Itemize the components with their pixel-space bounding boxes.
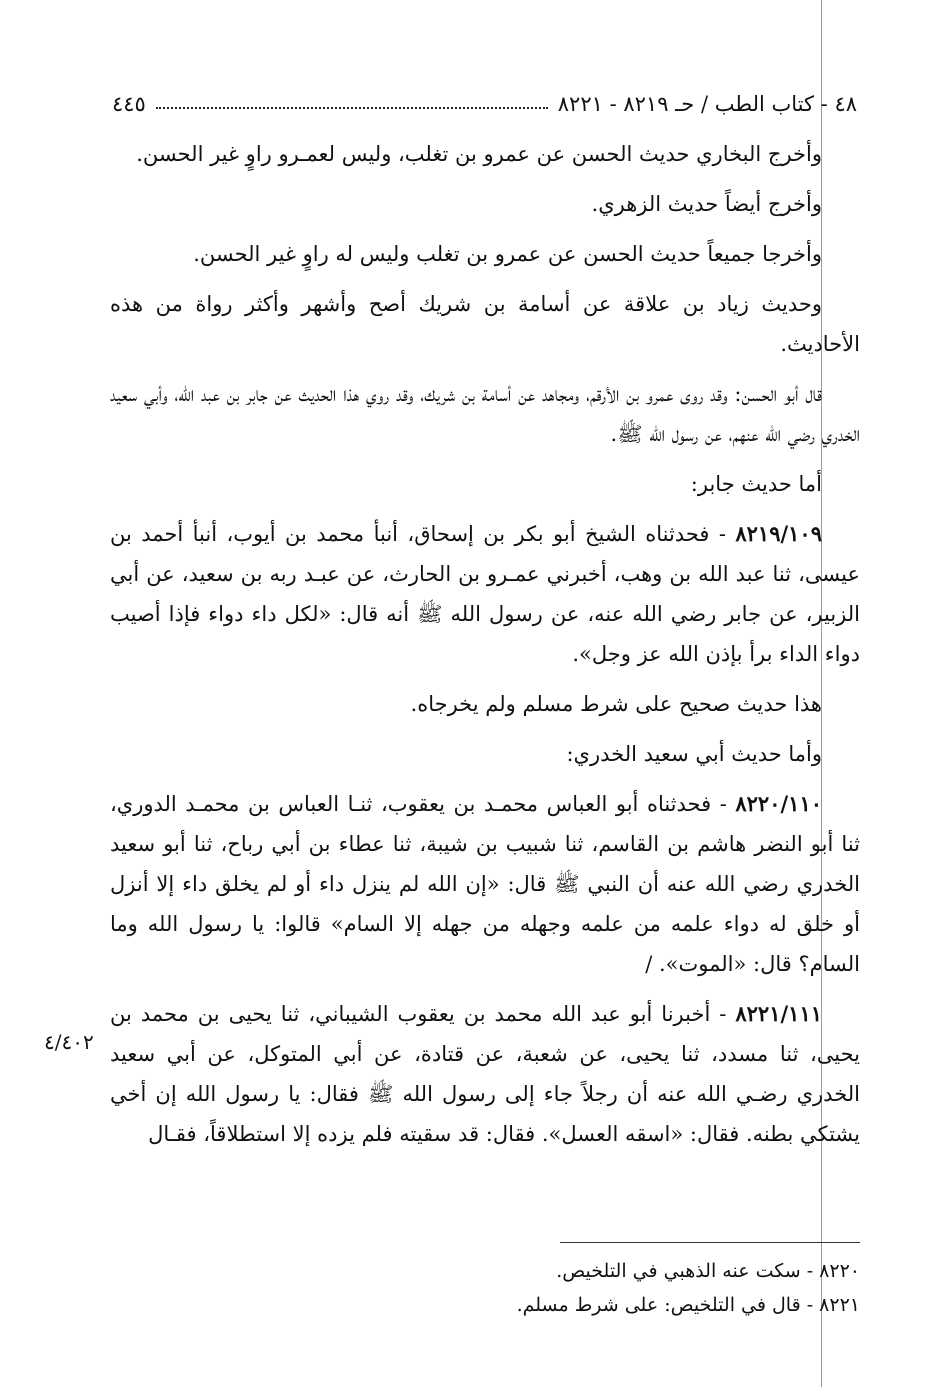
paragraph: هذا حديث صحيح على شرط مسلم ولم يخرجاه. bbox=[410, 692, 822, 716]
footnote: ٨٢٢١ - قال في التلخيص: على شرط مسلم. bbox=[516, 1294, 860, 1316]
paragraph: أما حديث جابر: bbox=[690, 472, 822, 496]
hadith-text: - فحدثناه الشيخ أبو بكر بن إسحاق، أنبأ محمد بن أيوب، أنبأ أحمد بن عيسى، ثنا عبد الله بن وهب، أخبرني عمـرو بن الحارث، عن عبـد ربه بن سعيد، عن أبي الزبير، عن جابر رضي الله عنه، عن رسول الله ﷺ أنه قال: «لكل داء دواء فإذا أصيب دواء الداء برأ بإذن الله عز وجل». bbox=[110, 522, 860, 666]
paragraph: وأما حديث أبي سعيد الخدري: bbox=[566, 742, 822, 766]
running-title: ٤٨ - كتاب الطب / حـ ٨٢١٩ - ٨٢٢١ bbox=[557, 92, 857, 116]
footnote-separator bbox=[560, 1242, 860, 1243]
paragraph: وأخرج البخاري حديث الحسن عن عمرو بن تغلب، وليس لعمـرو راوٍ غير الحسن. bbox=[136, 142, 822, 166]
page-header bbox=[112, 82, 857, 116]
hadith-number: ٨٢٢٠/١١٠ bbox=[735, 791, 822, 816]
hadith-8219 bbox=[110, 514, 860, 674]
hadith-number: ٨٢١٩/١٠٩ bbox=[735, 521, 822, 546]
paragraph: وأخرج أيضاً حديث الزهري. bbox=[591, 192, 822, 216]
header-dotted-leader bbox=[156, 107, 548, 109]
paragraph: وأخرجا جميعاً حديث الحسن عن عمرو بن تغلب وليس له راوٍ غير الحسن. bbox=[193, 242, 822, 266]
hadith-text: - فحدثناه أبو العباس محمـد بن يعقوب، ثنـا العباس بن محمـد الدوري، ثنا أبو النضر هاشم بن القاسم، ثنا شبيب بن شيبة، ثنا عطاء بن أبي رباح، ثنا أبو سعيد الخدري رضي الله عنه أن النبي ﷺ قال: «إن الله لم ينزل داء أو لم يخلق داء إلا أنزل أو خلق له دواء علمه من علمه وجهله من جهله إلا السام» قالوا: يا رسول الله وما السام؟ قال: «الموت». / bbox=[110, 792, 860, 976]
main-text bbox=[110, 134, 860, 1164]
page-number: ٤٤٥ bbox=[112, 92, 146, 116]
hadith-8220 bbox=[110, 784, 860, 984]
hadith-text: - أخبرنا أبو عبد الله محمد بن يعقوب الشيباني، ثنا يحيى بن محمد بن يحيى، ثنا مسدد، ثنا يحيى، عن شعبة، عن قتادة، عن أبي المتوكل، عن أبي سعيد الخدري رضـي الله عنه أن رجلاً جاء إلى رسول الله ﷺ فقال: يا رسول الله إن أخي يشتكي بطنه. فقال: «اسقه العسل». فقال: قد سقيته فلم يزده إلا استطلاقاً، فقـال bbox=[110, 1002, 860, 1146]
paragraph: وحديث زياد بن علاقة عن أسامة بن شريك أصح وأشهر وأكثر رواة من هذه الأحاديث. bbox=[110, 292, 860, 356]
hadith-number: ٨٢٢١/١١١ bbox=[735, 1001, 822, 1026]
footnotes bbox=[110, 1254, 860, 1322]
paragraph: قال أبو الحسن: وقد روى عمرو بن الأرقم، ومجاهد عن أسامة بن شريك، وقد روي هذا الحديث عن جابر بن عبد الله، وأبي سعيد الخدري رضي الله عنهم، عن رسول الله ﷺ. bbox=[110, 382, 860, 446]
margin-reference: ٤/٤٠٢ bbox=[44, 1030, 94, 1054]
hadith-8221 bbox=[110, 994, 860, 1154]
footnote: ٨٢٢٠ - سكت عنه الذهبي في التلخيص. bbox=[556, 1260, 860, 1282]
